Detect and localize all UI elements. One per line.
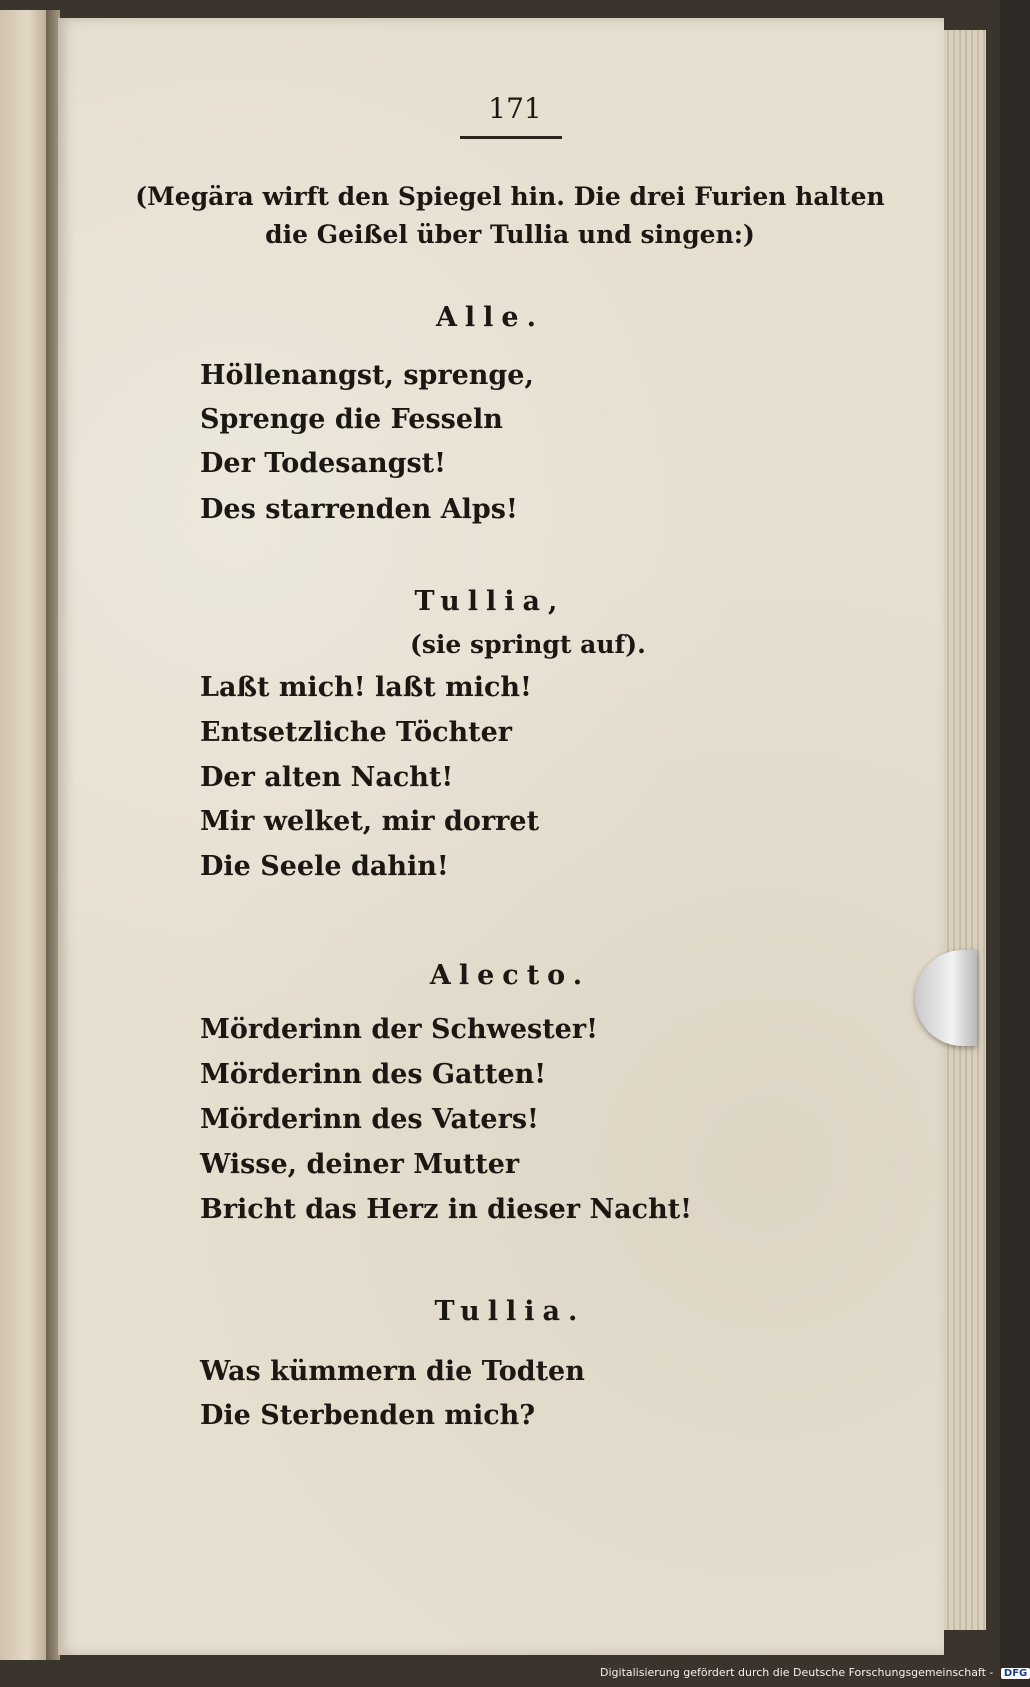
verse-line: Wisse, deiner Mutter bbox=[200, 1149, 520, 1180]
verse-line: Der Todesangst! bbox=[200, 448, 447, 479]
footer-text: Digitalisierung gefördert durch die Deutsche Forschungsgemeinschaft - bbox=[600, 1666, 994, 1679]
page-stack-edges bbox=[938, 30, 986, 1630]
digitization-footer bbox=[600, 1666, 1028, 1684]
verse-line: Des starrenden Alps! bbox=[200, 494, 518, 525]
speaker-tullia-2: Tullia. bbox=[434, 1296, 586, 1327]
dfg-logo-icon: DFG bbox=[1001, 1668, 1030, 1679]
page-number-rule bbox=[460, 136, 562, 139]
speaker-direction: (sie springt auf). bbox=[410, 630, 646, 659]
speaker-alle: Alle. bbox=[435, 302, 545, 333]
verse-line: Laßt mich! laßt mich! bbox=[200, 672, 532, 703]
verse-line: Mörderinn des Gatten! bbox=[200, 1059, 547, 1090]
verse-line: Mir welket, mir dorret bbox=[200, 806, 540, 837]
verse-line: Was kümmern die Todten bbox=[200, 1356, 585, 1387]
verse-line: Höllenangst, sprenge, bbox=[200, 360, 534, 391]
verse-line: Entsetzliche Töchter bbox=[200, 717, 513, 748]
verse-line: Sprenge die Fesseln bbox=[200, 404, 503, 435]
verse-line: Mörderinn der Schwester! bbox=[200, 1014, 598, 1045]
stage-direction: (Megära wirft den Spiegel hin. Die drei Furien halten die Geißel über Tullia und singen:) bbox=[135, 182, 885, 249]
verse-line: Die Sterbenden mich? bbox=[200, 1400, 536, 1431]
facing-page-edge bbox=[0, 10, 46, 1660]
verse-line: Der alten Nacht! bbox=[200, 762, 454, 793]
speaker-tullia: Tullia, bbox=[414, 586, 566, 617]
page-number: 171 bbox=[488, 92, 542, 125]
verse-line: Bricht das Herz in dieser Nacht! bbox=[200, 1194, 693, 1225]
verse-line: Mörderinn des Vaters! bbox=[200, 1104, 539, 1135]
speaker-alecto: Alecto. bbox=[429, 960, 591, 991]
verse-line: Die Seele dahin! bbox=[200, 851, 449, 882]
